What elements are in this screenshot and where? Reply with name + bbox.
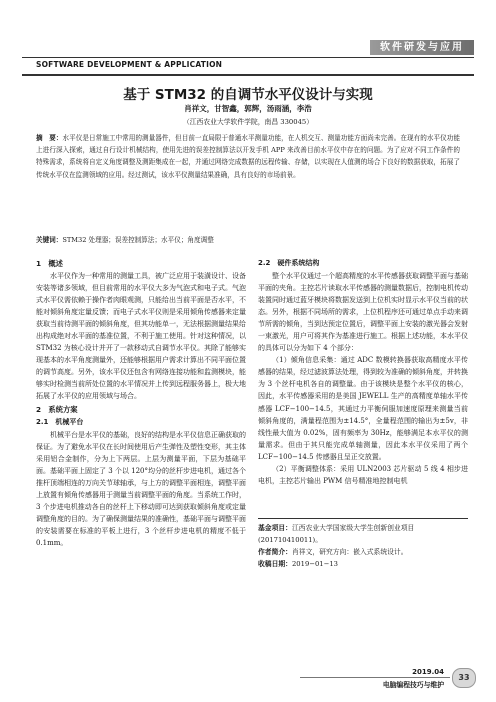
category-en: SOFTWARE DEVELOPMENT & APPLICATION [36, 60, 223, 69]
section-1-paragraph: 水平仪作为一种常用的测量工具，被广泛应用于装潢设计、设备安装等诸多领域，但目前常用的水平仪大多为气泡式和电子式。气泡式水平仪需依赖于操作者肉眼观测，只能给出当前平面是否水平，不能对倾斜角度定量反馈；而电子式水平仪则是采用倾角传感器来定量获取当前待测平面的倾斜角度，但其功能单一，无法根据测量结果给出构成绝对水平面的基准位置，不利于施工使用。针对这种情况，以 STM32 为核心设计并开了一款移动式自调节水平仪。其除了能够实现基本的水平角度测量外，还能够根据用户需求计算出不同平面位置的调节高度。另外，该水平仪还包含有网络连接功能和监测模块，能够实时检测当前所处位置的水平情况并上传到远程服务器上，极大地拓展了水平仪的应用领域与场合。 [36, 272, 246, 401]
keywords-label: 关键词： [36, 236, 63, 244]
footnote [258, 522, 468, 570]
section-2-2-paragraph-2: （1）倾角信息采集：通过 ADC 数模转换器获取高精度水平传感器的结果，经过滤波算法处理，得到较为准确的倾斜角度，并转换为 3 个丝杆电机各自的调整量。由于该模块是整个水平仪的核心，因此，水平传感器采用的是美国 JEWELL 生产的高精度单轴水平传感器 LCF−100−14.5，其通过力平衡伺服加速度原理来测量当前倾斜角度的，满量程范围为±14.5°，全量程范围的输出为±5v，非线性最大值为 0.02%，固有频率为 30Hz，能够满足本水平仪的测量需求。但由于其只能完成单轴测量，因此本水平仪采用了两个 LCF−100−14.5 传感器且呈正交放置。 [258, 356, 468, 461]
header-rule [22, 57, 474, 58]
author-label: 作者简介： [258, 548, 292, 556]
footer-rule [300, 677, 450, 678]
column-tag: 软件研发与应用 [370, 40, 474, 55]
article-affiliation: （江西农业大学软件学院，南昌 330045） [182, 118, 314, 126]
fund-label: 基金项目： [258, 524, 292, 532]
received-label: 收稿日期： [258, 560, 292, 568]
keywords-text: STM32 处理器；误差控制算法；水平仪；角度调整 [62, 236, 214, 244]
section-2-title: 2 系统方案 [36, 404, 78, 414]
article-title: 基于 STM32 的自调节水平仪设计与实现 [123, 87, 373, 103]
fund-text: 江西农业大学国家级大学生创新创业项目(201710410011)。 [258, 524, 415, 544]
footnote-rule [258, 518, 468, 519]
magazine-name: 电脑编程技巧与维护 [382, 681, 444, 689]
section-2-1-paragraph: 机械平台是水平仪的基础，良好的结构是水平仪信息正确获取的保证。为了避免水平仪在长时间使用后产生弹性及塑性变形，其主体采用铝合金制作，分为上下两层。上层为测量平面，下层为基础平面。基础平面上固定了 3 个以 120°均分的丝杆步进电机，通过各个推杆顶端相连的万向关节球轴承，与上方的调整平面相连，调整平面上放置有倾角传感器用于测量当前调整平面的角度。当系统工作时，3 个步进电机推动各自的丝杆上下移动即可达到获取倾斜角度或定量调整角度的目的。为了确保测量结果的准确性，基础平面与调整平面的安装需要在标准的平板上进行，3 个丝杆步进电机的精度不低于 0.1mm。 [36, 430, 246, 547]
article-authors: 肖祥文，甘智鑫，郭辉，汤雨涵，李浩 [184, 104, 312, 113]
received-text: 2019−01−13 [291, 560, 338, 568]
received-note [258, 558, 468, 570]
section-2-2-paragraph-1: 整个水平仪通过一个超高精度的水平传感器获取调整平面与基础平面的夹角。主控芯片读取水平传感器的测量数据后，控制电机传动装置同时通过蓝牙模块将数据发送到上位机实时显示水平仪当前的状态。另外，根据不同场所的需求，上位机程序还可通过单点手动来调节所需的倾角，当到达预定位置后，调整平面上安装的激光器会发射一束激光，用户可将其作为基准进行施工。根据上述功能，本水平仪的具体可以分为如下 4 个部分： [258, 272, 468, 353]
section-2-2-paragraph-3: （2）平衡调整体系：采用 ULN2003 芯片驱动 5 线 4 相步进电机，主控芯片输出 PWM 信号精准地控制电机 [258, 464, 468, 485]
abstract [36, 132, 460, 181]
keywords [36, 234, 460, 246]
header-rule-thick [22, 74, 474, 76]
left-column [36, 257, 246, 549]
author-note [258, 546, 468, 558]
page-number: 33 [452, 668, 476, 688]
section-1-title: 1 概述 [36, 259, 63, 268]
author-text: 肖祥文，研究方向：嵌入式系统设计。 [291, 548, 408, 556]
section-2-2-title: 2.2 硬件系统结构 [258, 259, 320, 267]
section-2-1-title: 2.1 机械平台 [36, 417, 84, 426]
abstract-label: 摘 要： [36, 134, 63, 142]
issue-date: 2019.04 [412, 668, 444, 676]
right-column [258, 257, 468, 487]
fund-note [258, 522, 468, 546]
abstract-text: 水平仪是日常施工中常用的测量器件，但目前一直局限于普通水平测量功能，在人机交互、测量功能方面尚未完善。在现有的水平仪功能上进行深入探索，通过自行设计机械结构，使用先进的误差控制算法以开发手机 APP 来改善目前水平仪中存在的问题。为了应对不同工作条件的特殊需求，系统将自定义角度调整及测距集成在一起，并通过网络完成数据的远程传输、存储，以实现在人值测的场合下良好的数据获取，拓展了传统水平仪在监测领域的应用。经过测试，该水平仪测量结果准确，具有良好的市场前景。 [36, 134, 461, 179]
